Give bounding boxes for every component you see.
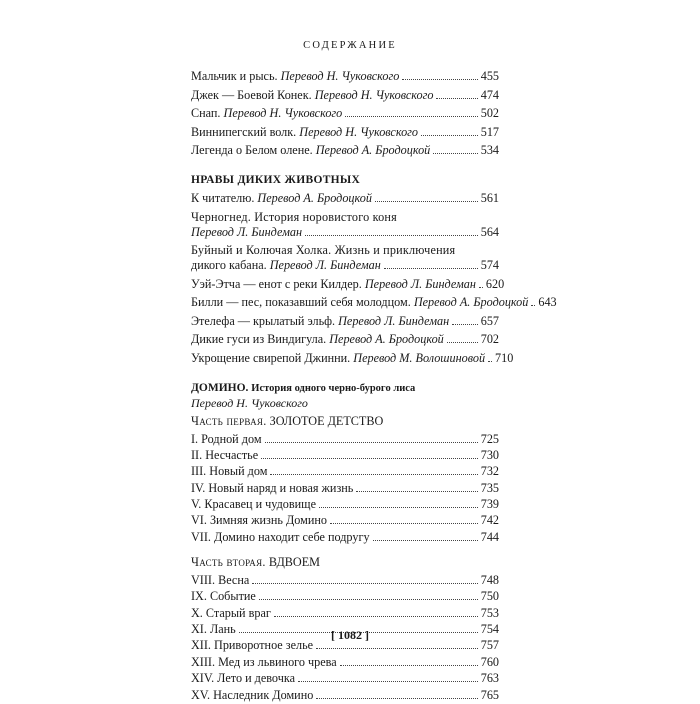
- dot-leader: [274, 616, 478, 617]
- dot-leader: [479, 287, 483, 288]
- entry-title: X. Старый враг: [191, 605, 271, 620]
- dot-leader: [270, 474, 477, 475]
- entry-page: 763: [480, 671, 499, 686]
- entry-title: II. Несчастье: [191, 447, 259, 462]
- toc-entry: [191, 432, 499, 447]
- dot-leader: [373, 540, 478, 541]
- dot-leader: [316, 698, 477, 699]
- entry-page: 735: [480, 480, 499, 495]
- part-label: Часть первая.: [191, 413, 267, 428]
- entry-page: 739: [480, 497, 499, 512]
- domino-translator: Перевод Н. Чуковского: [191, 395, 308, 410]
- dot-leader: [265, 442, 478, 443]
- entry-title: Дикие гуси из Виндигула. Перевод А. Бродоцкой: [191, 332, 444, 346]
- entry-page: 753: [480, 605, 499, 620]
- entry-title: VI. Зимняя жизнь Домино: [191, 513, 327, 528]
- running-head: СОДЕРЖАНИЕ: [303, 40, 397, 51]
- section-heading: [191, 381, 499, 396]
- dot-leader: [330, 523, 478, 524]
- toc-entry: [191, 276, 505, 292]
- entry-title: Укрощение свирепой Джинни. Перевод М. Волошиновой: [191, 350, 486, 365]
- entry-continuation: [191, 258, 499, 273]
- dot-leader: [316, 648, 478, 649]
- section-heading: НРАВЫ ДИКИХ ЖИВОТНЫХ: [191, 174, 361, 186]
- toc-entry: [191, 573, 499, 588]
- toc-entry: [191, 589, 499, 604]
- entry-title-line: Черногнед. История норовистого коня: [191, 209, 397, 224]
- dot-leader: [452, 324, 478, 325]
- entry-title: Мальчик и рысь. Перевод Н. Чуковского: [191, 69, 400, 83]
- dot-leader: [433, 153, 477, 154]
- entry-page: 750: [480, 589, 499, 604]
- entry-page: 754: [480, 622, 499, 637]
- entry-title: XII. Приворотное зелье: [191, 638, 314, 653]
- entry-title: XI. Лань: [191, 622, 236, 637]
- dot-leader: [488, 361, 492, 362]
- dot-leader: [436, 98, 477, 99]
- toc-entry: [191, 655, 499, 670]
- entry-page: 725: [480, 431, 499, 446]
- toc-entry: [191, 106, 499, 121]
- entry-title: Уэй-Этча — енот с реки Килдер. Перевод Л. Биндеман: [191, 276, 476, 291]
- toc-entry: [191, 464, 499, 479]
- entry-title: Перевод Л. Биндеман: [191, 224, 303, 239]
- toc-entry: [191, 671, 499, 686]
- dot-leader: [340, 665, 478, 666]
- domino-subtitle: История одного черно-бурого лиса: [251, 382, 416, 394]
- entry-page: 455: [480, 69, 499, 83]
- entry-continuation: [191, 225, 499, 240]
- entry-page: 702: [480, 332, 499, 346]
- toc-content: [191, 69, 557, 704]
- toc-entry: [191, 688, 499, 703]
- entry-page: 742: [480, 513, 499, 528]
- entry-page: 643: [538, 295, 557, 309]
- domino-title: ДОМИНО.: [191, 381, 249, 394]
- entry-page: 574: [480, 258, 499, 272]
- entry-title: XIII. Мед из львиного чрева: [191, 654, 337, 669]
- entry-title: Снап. Перевод Н. Чуковского: [191, 106, 343, 120]
- entry-page: 732: [480, 464, 499, 479]
- toc-entry: [191, 191, 499, 206]
- entry-title: Этелефа — крылатый эльф. Перевод Л. Биндеман: [191, 313, 450, 328]
- dot-leader: [356, 491, 477, 492]
- entry-title: Билли — пес, показавший себя молодцом. Перевод А. Бродоцкой: [191, 295, 529, 309]
- entry-title: V. Красавец и чудовище: [191, 497, 316, 512]
- toc-group-1: [191, 69, 499, 158]
- entry-title: К читателю. Перевод А. Бродоцкой: [191, 191, 372, 205]
- toc-entry: [191, 332, 499, 347]
- entry-page: 760: [480, 654, 499, 669]
- entry-page: 620: [485, 276, 505, 291]
- dot-leader: [447, 342, 478, 343]
- entry-page: 748: [480, 572, 499, 587]
- dot-leader: [252, 583, 477, 584]
- entry-page: 765: [480, 687, 499, 702]
- entry-page: 534: [480, 143, 499, 157]
- entry-title: I. Родной дом: [191, 431, 262, 446]
- entry-title: IX. Событие: [191, 589, 256, 604]
- toc-entry: [191, 125, 499, 140]
- toc-entry: [191, 69, 499, 84]
- toc-entry-multiline: [191, 243, 499, 273]
- entry-title: Джек — Боевой Конек. Перевод Н. Чуковского: [191, 87, 434, 102]
- part-heading: [191, 555, 499, 570]
- entry-page: 564: [480, 224, 499, 239]
- entry-page: 710: [495, 350, 514, 365]
- dot-leader: [298, 681, 478, 682]
- entry-page: 561: [480, 191, 499, 205]
- dot-leader: [375, 201, 478, 202]
- entry-page: 757: [480, 638, 499, 653]
- entry-title: VIII. Весна: [191, 572, 250, 587]
- entry-title-line: Буйный и Колючая Холка. Жизнь и приключения: [191, 243, 456, 257]
- toc-group-part1: [191, 432, 499, 545]
- entry-title: Виннипегский волк. Перевод Н. Чуковского: [191, 124, 419, 139]
- toc-entry: [191, 350, 514, 366]
- toc-entry: [191, 530, 499, 545]
- entry-title: Легенда о Белом олене. Перевод А. Бродоцкой: [191, 143, 431, 157]
- entry-page: 517: [480, 124, 499, 139]
- dot-leader: [421, 135, 478, 136]
- toc-entry: [191, 481, 499, 496]
- toc-entry: [191, 513, 499, 528]
- dot-leader: [259, 599, 478, 600]
- toc-entry: [191, 448, 499, 463]
- part-label: Часть вторая.: [191, 554, 266, 569]
- entry-page: 474: [480, 87, 499, 102]
- entry-title: III. Новый дом: [191, 464, 268, 479]
- entry-title: VII. Домино находит себе подругу: [191, 529, 370, 544]
- part-name: ВДВОЕМ: [268, 554, 321, 569]
- toc-entry: [191, 497, 499, 512]
- dot-leader: [531, 305, 535, 306]
- toc-entry: [191, 295, 557, 310]
- entry-title: IV. Новый наряд и новая жизнь: [191, 480, 354, 495]
- entry-page: 502: [480, 106, 499, 120]
- entry-page: 730: [480, 447, 499, 462]
- toc-entry: [191, 314, 499, 329]
- toc-entry-multiline: [191, 210, 499, 240]
- toc-entry: [191, 88, 499, 103]
- entry-page: 744: [480, 529, 499, 544]
- dot-leader: [345, 116, 477, 117]
- dot-leader: [261, 458, 478, 459]
- entry-title: дикого кабана. Перевод Л. Биндеман: [191, 258, 381, 272]
- part-name: ЗОЛОТОЕ ДЕТСТВО: [269, 413, 384, 428]
- page-number: [ 1082 ]: [331, 628, 369, 642]
- toc-entry: [191, 606, 499, 621]
- dot-leader: [305, 235, 478, 236]
- toc-entry: [191, 143, 499, 158]
- part-heading: [191, 414, 499, 429]
- toc-group-2: [191, 191, 557, 366]
- entry-title: XV. Наследник Домино: [191, 687, 314, 702]
- dot-leader: [402, 79, 477, 80]
- entry-title: XIV. Лето и девочка: [191, 671, 295, 686]
- entry-page: 657: [480, 313, 499, 328]
- dot-leader: [384, 268, 478, 269]
- dot-leader: [319, 507, 478, 508]
